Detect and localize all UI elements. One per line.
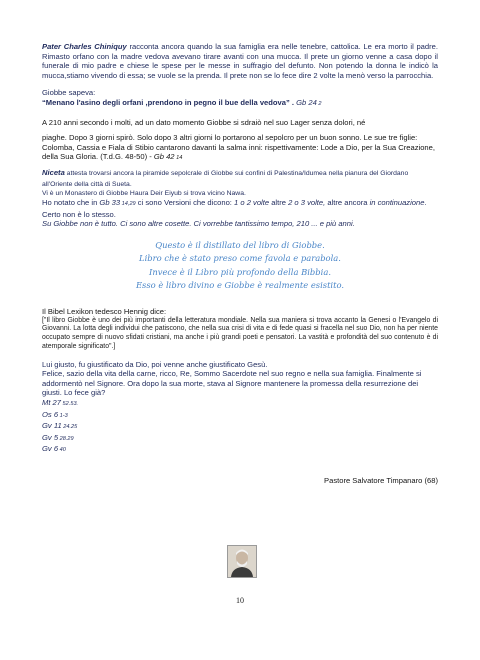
final-line-1: Lui giusto, fu giustificato da Dio, poi venne anche giustificato Gesù. [42,359,268,369]
versions-text-e: 2 o 3 volte, [288,198,326,208]
final-line-2: Felice, sazio della vita della carne, ricco, Re, Sommo Sacerdote nel suo regno e nella sua famiglia. Finalmente si addormentò nel Signore. Ora dopo la sua morte, stava al Signore mantenere la promessa della resurrezione dei giusti. Lo fece già? [42,369,422,398]
giobbe-sapeva-label: Giobbe sapeva: [42,88,96,98]
quote-ref: Gb 24 [294,97,317,107]
script-line-3: Invece è il Libro più profondo della Bibbia. [149,266,331,277]
paragraph-210-anni-line2 [42,133,438,164]
versions-ref-verse: 14,29 [120,201,136,208]
script-line-1: Questo è il distillato del libro di Giobbe. [155,239,325,250]
chiniquy-text: racconta ancora quando la sua famiglia era nelle tenebre, cattolica. Le era morto il padre. Rimasto orfano con la madre vedova avevano tirare avanti con una mucca. Il prete un giorno venne a casa dopo il funerale di mio padre e chiese le spese per le messe in suffragio del defunto. Non potendo la donna le indicò la mucca,stiamo vivendo di essa; se vuole se la prenda. Il prete non se lo fece dire 2 volte la menò verso la parrocchia. [42,42,438,80]
versions-text-b: ci sono Versioni che dicono: [135,198,235,208]
paragraph-chiniquy [42,42,438,80]
script-line-4: Esso è libro divino e Giobbe è realmente esistito. [135,280,345,291]
versions-line [42,198,438,219]
versions-text-f: altre ancora [325,198,370,208]
more-things-line: Su Giobbe non è tutto. Ci sono altre cosette. Ci vorrebbe tantissimo tempo, 210 ... e più anni. [42,219,355,229]
author-name-niceta: Niceta [42,167,65,177]
niceta-text: attesta trovarsi ancora la piramide sepolcrale di Giobbe sui confini di Palestina/Idumea nella pianura del Giordano all'Oriente della città di Sueta. [42,169,409,188]
versions-ref: Gb 33 [99,198,121,208]
page-number: 10 [236,596,244,605]
versions-text-h: . Certo non è lo stesso. [42,198,427,219]
lexicon-quote: ["Il libro Giobbe è uno dei più importanti della letteratura mondiale. Nella sua maniera si trova accanto la Genesi o l'Evangelo di Giovanni. La lotta degli individui che patiscono, che nella sua crisi di vita e di fede quasi si fracella nel suo Dio, non ha per niente occupato sempre di nuovo sfidati cristiani, ma anche i più grandi poeti e pensatori. La vastità e profondità del suo contenuto è di atemporale significato".] [42,316,438,350]
ref-item: Os 6 1-3 [42,409,68,419]
page-content [42,42,438,486]
versions-text-g: in continuazione [369,198,425,208]
script-line-2: Libro che è stato preso come favola e parabola. [139,253,341,264]
author-photo [227,545,257,578]
script-quote-block [42,239,438,293]
monastery-line: Vi è un Monastero di Giobbe Haura Deir Eiyub si trova vicino Nawa. [42,190,246,198]
death-text: piaghe. Dopo 3 giorni spirò. Solo dopo 3 altri giorni lo portarono al sepolcro per un buon sonno. Le sue tre figlie: Colomba, Cassia e Fiala di Stibio cantarono davanti la salma inni: rispettivamente: Lode a Dio, per la Sua Creazione, della Sua Gloria. (T.d.G. 48-50) - [42,133,435,162]
paragraph-niceta [42,168,438,189]
lexicon-intro: Il Bibel Lexikon tedesco Hennig dice: [42,306,167,316]
quote-ref-verse: 2 [316,100,322,107]
paragraph-210-anni-line1: A 210 anni secondo i molti, ad un dato momento Giobbe si sdraiò nel suo Lager senza dolori, né [42,117,366,127]
ref-item: Gv 6 40 [42,444,66,454]
giobbe-quote: “Menano l'asino degli orfani ,prendono in pegno il bue della vedova” . [42,97,295,107]
ref-item: Gv 11 24.25 [42,421,78,431]
giobbe-quote-line [42,98,438,110]
author-name-chiniquy: Pater Charles Chiniquy [42,42,127,51]
versions-text-d: altre [269,198,289,208]
versions-text-c: 1 o 2 volte [234,198,270,208]
death-ref-verse: 14 [174,155,183,162]
portrait-image [228,546,256,577]
scripture-refs [42,398,438,456]
versions-text-a: Ho notato che in [42,198,100,208]
ref-item: Gv 5 28.29 [42,432,74,442]
ref-item: Mt 27 52.53. [42,398,79,408]
death-ref: Gb 42 [151,152,175,162]
signature: Pastore Salvatore Timpanaro (68) [324,476,438,486]
